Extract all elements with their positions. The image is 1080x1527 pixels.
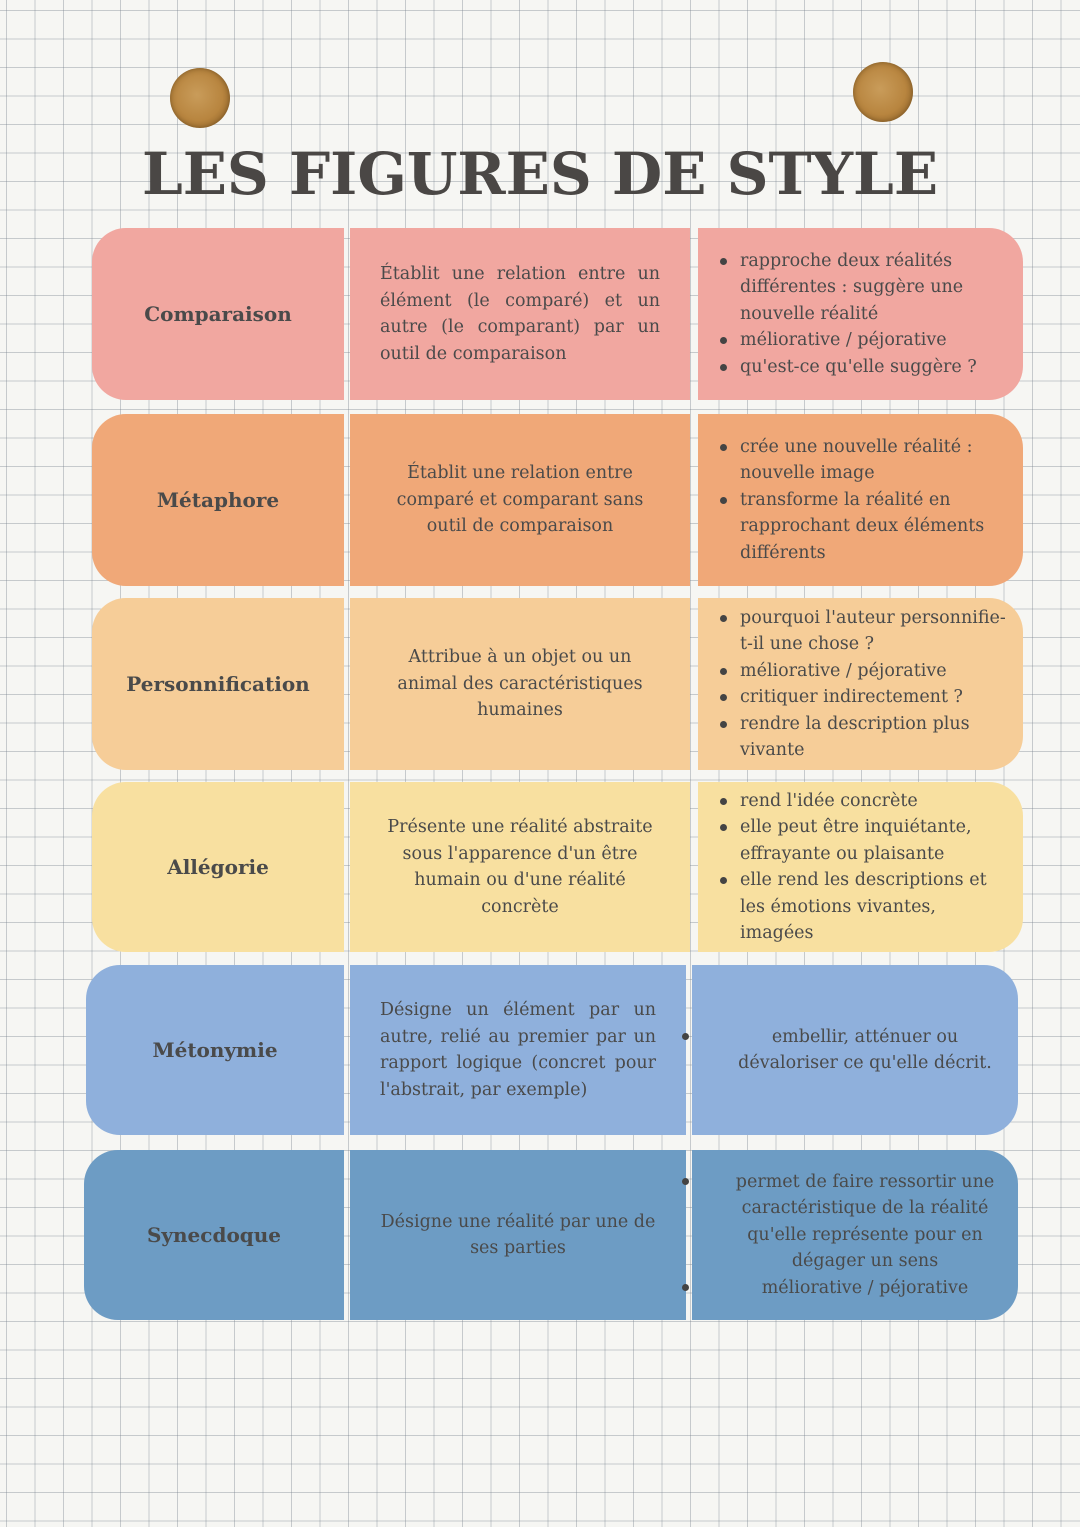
point-item: crée une nouvelle réalité : nouvelle image	[740, 434, 1013, 487]
point-item: elle peut être inquiétante, effrayante ou plaisante	[740, 814, 1013, 867]
figure-name: Métonymie	[86, 965, 344, 1135]
point-item: elle rend les descriptions et les émotions vivantes, imagées	[740, 867, 1013, 947]
point-item: permet de faire ressortir une caractéristique de la réalité qu'elle représente pour en dégager un sens	[722, 1169, 1008, 1275]
figure-definition: Attribue à un objet ou un animal des caractéristiques humaines	[350, 598, 690, 770]
point-item: méliorative / péjorative	[722, 1275, 1008, 1302]
point-item: rendre la description plus vivante	[740, 711, 1013, 764]
point-item: embellir, atténuer ou dévaloriser ce qu'elle décrit.	[722, 1024, 1008, 1077]
figure-definition: Établit une relation entre comparé et comparant sans outil de comparaison	[350, 414, 690, 586]
figure-row-metaphore	[0, 414, 1080, 586]
figure-definition: Désigne un élément par un autre, relié au premier par un rapport logique (concret pour l'abstrait, par exemple)	[350, 965, 686, 1135]
figure-definition: Établit une relation entre un élément (le comparé) et un autre (le comparant) par un outil de comparaison	[350, 228, 690, 400]
point-item: méliorative / péjorative	[740, 658, 1013, 685]
point-item: transforme la réalité en rapprochant deux éléments différents	[740, 487, 1013, 567]
figure-name: Synecdoque	[84, 1150, 344, 1320]
figure-name: Personnification	[92, 598, 344, 770]
figure-name: Allégorie	[92, 782, 344, 952]
figure-row-allegorie	[0, 782, 1080, 952]
figure-points	[692, 1150, 1018, 1320]
figure-points	[698, 598, 1023, 770]
point-item: rapproche deux réalités différentes : suggère une nouvelle réalité	[740, 248, 1013, 328]
point-item: méliorative / péjorative	[740, 327, 1013, 354]
figure-row-metonymie	[0, 965, 1080, 1135]
figure-points	[698, 228, 1023, 400]
figure-row-personnification	[0, 598, 1080, 770]
binder-hole-left	[170, 68, 230, 128]
figure-points	[698, 414, 1023, 586]
figure-row-synecdoque	[0, 1150, 1080, 1320]
figure-definition: Désigne une réalité par une de ses parties	[350, 1150, 686, 1320]
point-item: pourquoi l'auteur personnifie-t-il une chose ?	[740, 605, 1013, 658]
figure-points	[698, 782, 1023, 952]
point-item: qu'est-ce qu'elle suggère ?	[740, 354, 1013, 381]
figure-name: Métaphore	[92, 414, 344, 586]
figure-name: Comparaison	[92, 228, 344, 400]
binder-hole-right	[853, 62, 913, 122]
page-title: LES FIGURES DE STYLE	[141, 140, 939, 208]
point-item: critiquer indirectement ?	[740, 684, 1013, 711]
figure-row-comparaison	[0, 228, 1080, 400]
figure-points	[692, 965, 1018, 1135]
point-item: rend l'idée concrète	[740, 788, 1013, 815]
figure-definition: Présente une réalité abstraite sous l'apparence d'un être humain ou d'une réalité concrète	[350, 782, 690, 952]
